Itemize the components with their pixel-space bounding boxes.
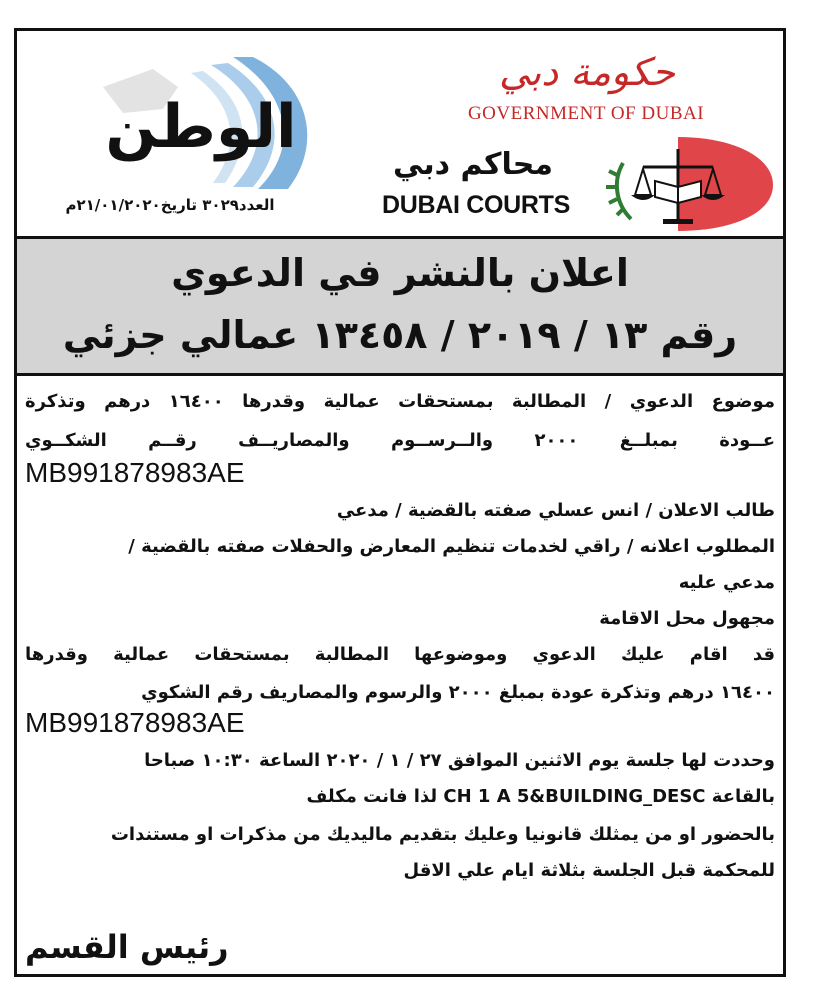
signature: رئيس القسم — [25, 928, 229, 966]
notice-title-box — [17, 236, 783, 376]
dubai-courts-english: DUBAI COURTS — [381, 191, 571, 219]
body-line-hearing-date: وحددت لها جلسة يوم الاثنين الموافق ٢٧ / ١ / ٢٠٢٠ الساعة ١٠:٣٠ صباحا — [144, 750, 775, 771]
body-line-address: مجهول محل الاقامة — [599, 608, 775, 629]
dubai-courts-emblem — [583, 135, 773, 233]
government-logo-arabic: حكومة دبي — [498, 50, 676, 94]
header — [17, 31, 783, 234]
issue-line: العدد٣٠٢٩ تاريخ٢١/٠١/٢٠٢٠م — [65, 196, 275, 214]
notice-title: اعلان بالنشر في الدعوي — [171, 251, 629, 295]
body-line-respondent: المطلوب اعلانه / راقي لخدمات تنظيم المعارض والحفلات صفته بالقضية / — [128, 536, 775, 557]
case-number: رقم ١٣ / ٢٠١٩ / ١٣٤٥٨ عمالي جزئي — [62, 313, 738, 357]
government-logo-english: GOVERNMENT OF DUBAI — [467, 103, 705, 124]
notice-body — [25, 384, 775, 883]
body-line-claim-amount: ١٦٤٠٠ درهم وتذكرة عودة بمبلغ ٢٠٠٠ والرسوم والمصاريف رقم الشكوي — [141, 682, 775, 703]
body-line-deadline: للمحكمة قبل الجلسة بثلاثة ايام علي الاقل — [403, 860, 775, 881]
complaint-number: MB991878983AE — [25, 457, 245, 488]
newspaper-logo: الوطن — [105, 92, 297, 162]
body-line-subject: موضوع الدعوي / المطالبة بمستحقات عمالية وقدرها ١٦٤٠٠ درهم وتذكرة — [25, 391, 775, 412]
dubai-courts-arabic: محاكم دبي — [393, 147, 553, 182]
body-line-respondent-role: مدعي عليه — [678, 572, 775, 593]
body-line-attendance: بالحضور او من يمثلك قانونيا وعليك بتقديم ماليديك من مذكرات او مستندات — [110, 824, 775, 845]
body-line-applicant: طالب الاعلان / انس عسلي صفته بالقضية / مدعي — [336, 500, 775, 521]
body-line-amount: عــودة بمبلــغ ٢٠٠٠ والــرســوم والمصاريــف رقــم الشكــوي — [25, 430, 775, 451]
body-line-claim: قد اقام عليك الدعوي وموضوعها المطالبة بمستحقات عمالية وقدرها — [25, 644, 775, 665]
complaint-number-repeat: MB991878983AE — [25, 707, 245, 738]
body-line-hall: بالقاعة CH 1 A 5&BUILDING_DESC لذا فانت مكلف — [306, 786, 775, 807]
notice-frame — [14, 28, 786, 977]
